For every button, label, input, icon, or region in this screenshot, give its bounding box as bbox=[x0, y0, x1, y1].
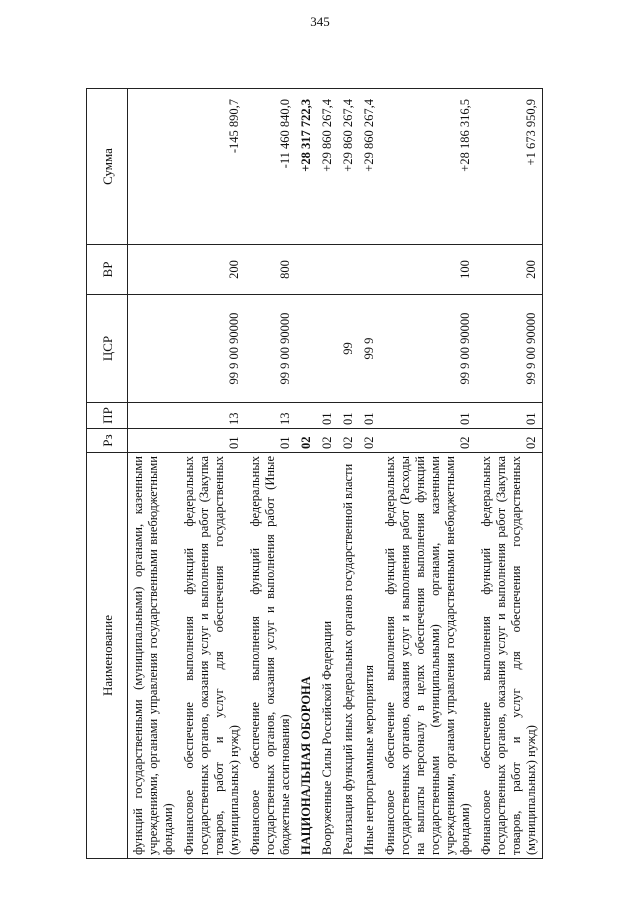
row-sum: +29 860 267,4 bbox=[317, 89, 338, 245]
row-name: НАЦИОНАЛЬНАЯ ОБОРОНА bbox=[296, 453, 317, 859]
table-row bbox=[359, 89, 380, 859]
row-pr: 01 bbox=[380, 403, 476, 429]
row-sum: +1 673 950,9 bbox=[476, 89, 543, 245]
row-csr: 99 9 00 90000 bbox=[179, 295, 245, 403]
row-rz: 01 bbox=[245, 429, 296, 453]
row-rz: 02 bbox=[359, 429, 380, 453]
header-csr: ЦСР bbox=[87, 295, 128, 403]
table-row bbox=[296, 89, 317, 859]
page-number: 345 bbox=[310, 14, 330, 29]
table-row bbox=[179, 89, 245, 859]
row-vr bbox=[317, 245, 338, 295]
row-sum: +28 186 316,5 bbox=[380, 89, 476, 245]
row-rz: 02 bbox=[317, 429, 338, 453]
row-pr bbox=[296, 403, 317, 429]
row-vr bbox=[296, 245, 317, 295]
row-csr: 99 9 00 90000 bbox=[245, 295, 296, 403]
row-rz: 02 bbox=[380, 429, 476, 453]
row-csr bbox=[296, 295, 317, 403]
header-rz: Рз bbox=[87, 429, 128, 453]
header-pr: ПР bbox=[87, 403, 128, 429]
row-name: функций государственными (муниципальными) органами, казенными учреждениями, органами управления государственными внебюджетными фондами) bbox=[128, 453, 180, 859]
header-name: Наименование bbox=[87, 453, 128, 859]
row-vr bbox=[128, 245, 180, 295]
row-name: Финансовое обеспечение выполнения функций федеральных государственных органов, оказания услуг и выполнения работ (Иные бюджетные ассигнования) bbox=[245, 453, 296, 859]
row-name: Реализация функций иных федеральных органов государственной власти bbox=[338, 453, 359, 859]
row-name: Финансовое обеспечение выполнения функций федеральных государственных органов, оказания услуг и выполнения работ (Закупка товаров, работ и услуг для обеспечения государственных (муниципальных) нужд) bbox=[476, 453, 543, 859]
row-csr: 99 9 00 90000 bbox=[380, 295, 476, 403]
row-vr: 200 bbox=[179, 245, 245, 295]
row-rz: 02 bbox=[296, 429, 317, 453]
row-pr: 01 bbox=[476, 403, 543, 429]
row-sum: +29 860 267,4 bbox=[338, 89, 359, 245]
row-vr bbox=[338, 245, 359, 295]
row-sum: -145 890,7 bbox=[179, 89, 245, 245]
row-pr: 01 bbox=[317, 403, 338, 429]
row-sum bbox=[128, 89, 180, 245]
table-row bbox=[380, 89, 476, 859]
row-pr bbox=[128, 403, 180, 429]
table-row bbox=[338, 89, 359, 859]
header-sum: Сумма bbox=[87, 89, 128, 245]
row-pr: 13 bbox=[179, 403, 245, 429]
row-csr bbox=[317, 295, 338, 403]
row-sum: +28 317 722,3 bbox=[296, 89, 317, 245]
row-name: Финансовое обеспечение выполнения функций федеральных государственных органов, оказания услуг и выполнения работ (Закупка товаров, работ и услуг для обеспечения государственных (муниципальных) нужд) bbox=[179, 453, 245, 859]
row-sum: +29 860 267,4 bbox=[359, 89, 380, 245]
row-name: Финансовое обеспечение выполнения функций федеральных государственных органов, оказания услуг и выполнения работ (Расходы на выплаты персоналу в целях обеспечения выполнения функций государственными (муниципальными) органами, казенными учреждениями, органами управления государственными внебюджетными фондами) bbox=[380, 453, 476, 859]
row-rz: 02 bbox=[476, 429, 543, 453]
row-csr bbox=[128, 295, 180, 403]
table-row bbox=[245, 89, 296, 859]
row-vr bbox=[359, 245, 380, 295]
row-csr: 99 9 00 90000 bbox=[476, 295, 543, 403]
row-name: Иные непрограммные мероприятия bbox=[359, 453, 380, 859]
row-rz: 02 bbox=[338, 429, 359, 453]
budget-table bbox=[86, 88, 543, 859]
row-rz: 01 bbox=[179, 429, 245, 453]
table-row bbox=[476, 89, 543, 859]
row-name: Вооруженные Силы Российской Федерации bbox=[317, 453, 338, 859]
row-pr: 01 bbox=[338, 403, 359, 429]
row-pr: 01 bbox=[359, 403, 380, 429]
row-vr: 100 bbox=[380, 245, 476, 295]
table-row bbox=[317, 89, 338, 859]
header-vr: ВР bbox=[87, 245, 128, 295]
row-vr: 800 bbox=[245, 245, 296, 295]
row-csr: 99 9 bbox=[359, 295, 380, 403]
row-rz bbox=[128, 429, 180, 453]
row-pr: 13 bbox=[245, 403, 296, 429]
row-vr: 200 bbox=[476, 245, 543, 295]
rotated-page bbox=[86, 89, 601, 859]
row-csr: 99 bbox=[338, 295, 359, 403]
row-sum: -11 460 840,0 bbox=[245, 89, 296, 245]
table-header-row bbox=[87, 89, 128, 859]
table-row bbox=[128, 89, 180, 859]
